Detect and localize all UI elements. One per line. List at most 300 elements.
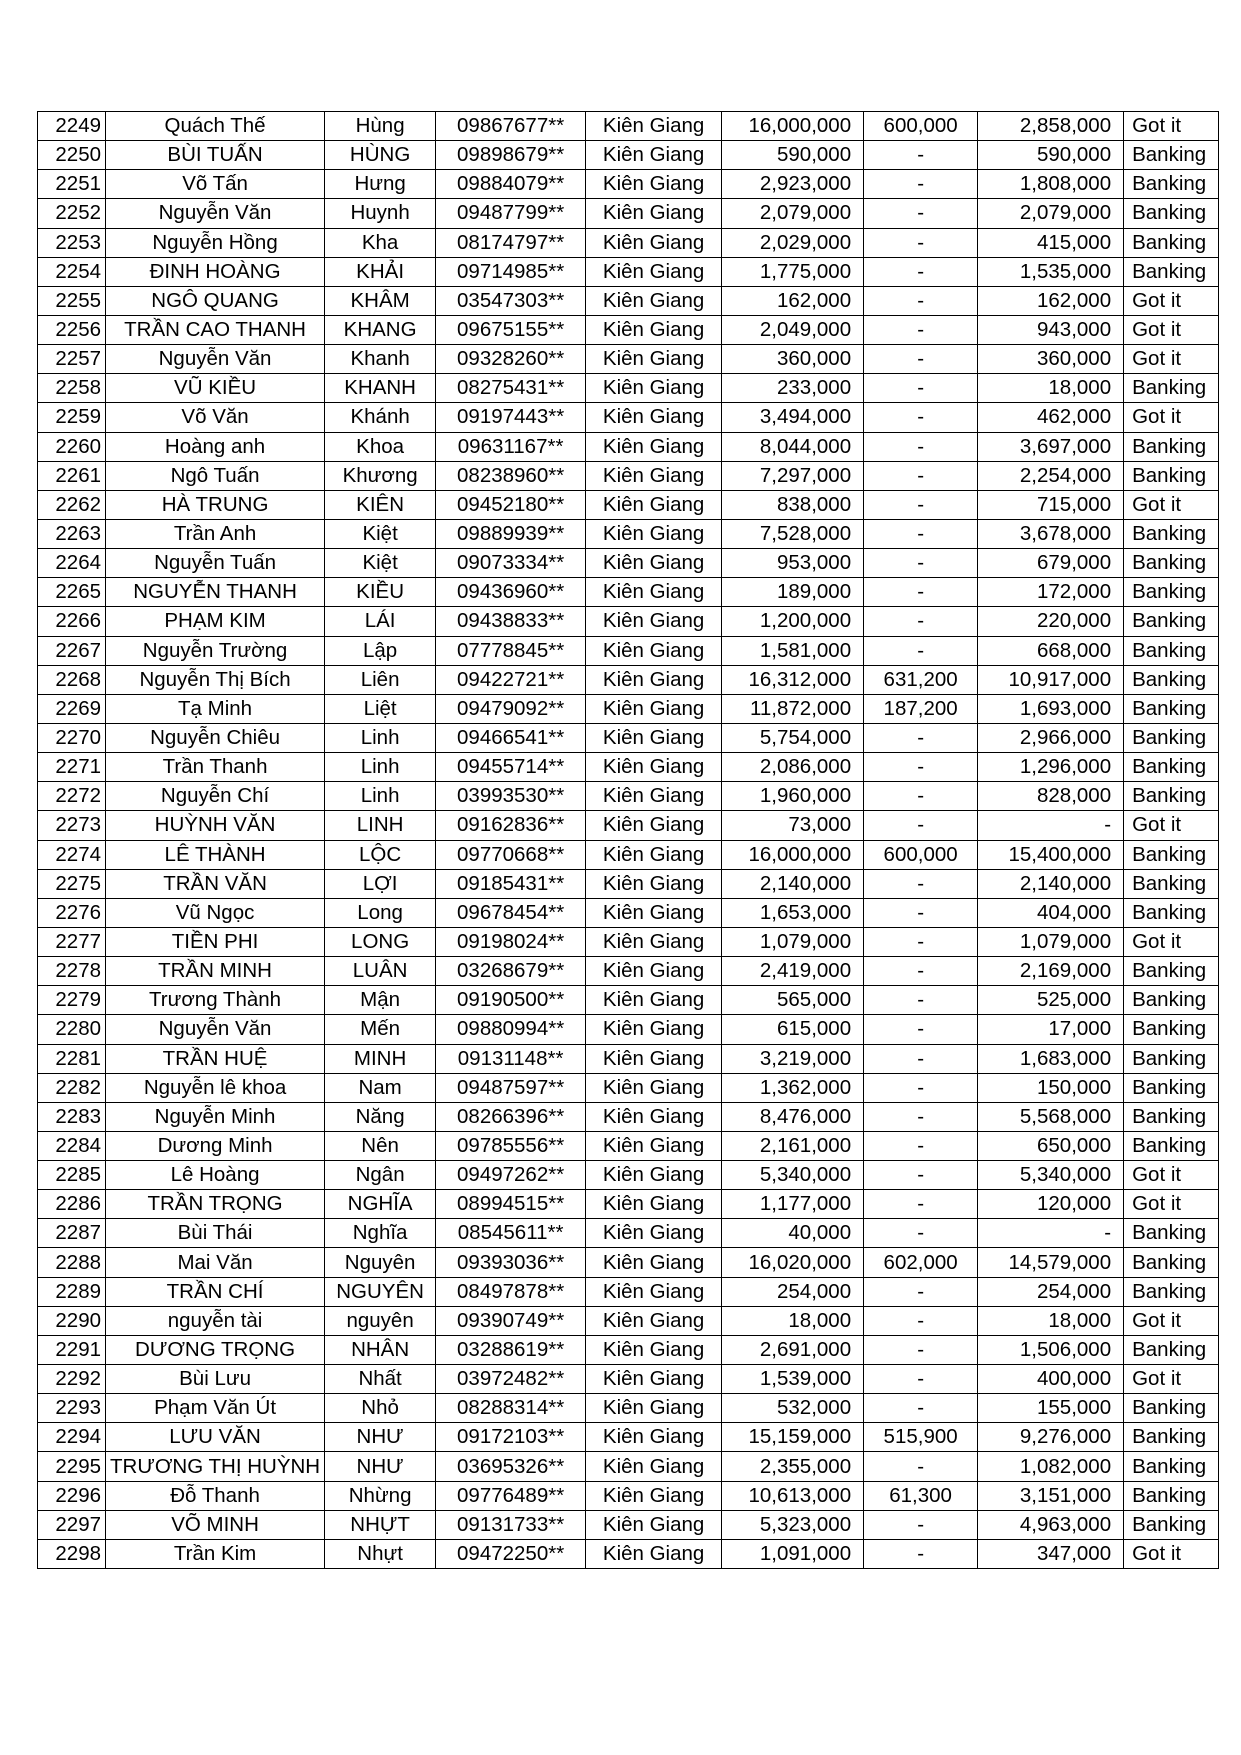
first-name-cell: Mến (325, 1015, 436, 1044)
table-row (38, 665, 1219, 694)
province-cell: Kiên Giang (586, 607, 722, 636)
table-row (38, 257, 1219, 286)
fee-cell: - (864, 461, 978, 490)
row-number-cell: 2287 (38, 1219, 106, 1248)
phone-number-cell: 03268679** (436, 957, 586, 986)
phone-number-cell: 08497878** (436, 1277, 586, 1306)
amount-cell: 1,079,000 (722, 927, 864, 956)
row-number-cell: 2280 (38, 1015, 106, 1044)
province-cell: Kiên Giang (586, 1481, 722, 1510)
row-number-cell: 2251 (38, 170, 106, 199)
fee-cell: - (864, 869, 978, 898)
table-row (38, 840, 1219, 869)
phone-number-cell: 09328260** (436, 345, 586, 374)
paid-amount-cell: 10,917,000 (978, 665, 1124, 694)
amount-cell: 3,494,000 (722, 403, 864, 432)
phone-number-cell: 07778845** (436, 636, 586, 665)
row-number-cell: 2256 (38, 315, 106, 344)
row-number-cell: 2269 (38, 694, 106, 723)
table-row (38, 1161, 1219, 1190)
last-middle-name-cell: Quách Thế (106, 112, 325, 141)
amount-cell: 2,419,000 (722, 957, 864, 986)
table-row (38, 490, 1219, 519)
payment-method-cell: Banking (1124, 723, 1219, 752)
table-row (38, 898, 1219, 927)
payment-method-cell: Got it (1124, 811, 1219, 840)
paid-amount-cell: 679,000 (978, 549, 1124, 578)
amount-cell: 2,029,000 (722, 228, 864, 257)
province-cell: Kiên Giang (586, 1394, 722, 1423)
amount-cell: 18,000 (722, 1306, 864, 1335)
paid-amount-cell: 150,000 (978, 1073, 1124, 1102)
province-cell: Kiên Giang (586, 927, 722, 956)
phone-number-cell: 09880994** (436, 1015, 586, 1044)
last-middle-name-cell: VÕ MINH (106, 1510, 325, 1539)
fee-cell: - (864, 286, 978, 315)
province-cell: Kiên Giang (586, 170, 722, 199)
row-number-cell: 2260 (38, 432, 106, 461)
phone-number-cell: 09436960** (436, 578, 586, 607)
table-row (38, 1277, 1219, 1306)
fee-cell: 61,300 (864, 1481, 978, 1510)
last-middle-name-cell: Nguyễn Chiêu (106, 723, 325, 752)
amount-cell: 2,691,000 (722, 1335, 864, 1364)
province-cell: Kiên Giang (586, 549, 722, 578)
fee-cell: - (864, 199, 978, 228)
table-row (38, 1248, 1219, 1277)
table-row (38, 170, 1219, 199)
phone-number-cell: 09190500** (436, 986, 586, 1015)
province-cell: Kiên Giang (586, 986, 722, 1015)
amount-cell: 1,775,000 (722, 257, 864, 286)
fee-cell: - (864, 1306, 978, 1335)
payment-method-cell: Got it (1124, 1190, 1219, 1219)
amount-cell: 2,140,000 (722, 869, 864, 898)
first-name-cell: LONG (325, 927, 436, 956)
table-row (38, 1131, 1219, 1160)
province-cell: Kiên Giang (586, 957, 722, 986)
phone-number-cell: 09438833** (436, 607, 586, 636)
phone-number-cell: 09867677** (436, 112, 586, 141)
first-name-cell: NHƯ (325, 1452, 436, 1481)
province-cell: Kiên Giang (586, 490, 722, 519)
province-cell: Kiên Giang (586, 1131, 722, 1160)
amount-cell: 233,000 (722, 374, 864, 403)
province-cell: Kiên Giang (586, 1510, 722, 1539)
paid-amount-cell: 1,082,000 (978, 1452, 1124, 1481)
fee-cell: - (864, 490, 978, 519)
row-number-cell: 2262 (38, 490, 106, 519)
payment-method-cell: Banking (1124, 519, 1219, 548)
row-number-cell: 2281 (38, 1044, 106, 1073)
province-cell: Kiên Giang (586, 1190, 722, 1219)
phone-number-cell: 09131148** (436, 1044, 586, 1073)
row-number-cell: 2275 (38, 869, 106, 898)
province-cell: Kiên Giang (586, 1219, 722, 1248)
amount-cell: 5,340,000 (722, 1161, 864, 1190)
row-number-cell: 2254 (38, 257, 106, 286)
amount-cell: 838,000 (722, 490, 864, 519)
payment-method-cell: Got it (1124, 927, 1219, 956)
fee-cell: - (864, 1452, 978, 1481)
last-middle-name-cell: TRẦN MINH (106, 957, 325, 986)
paid-amount-cell: 404,000 (978, 898, 1124, 927)
last-middle-name-cell: TRƯƠNG THỊ HUỲNH (106, 1452, 325, 1481)
payment-method-cell: Banking (1124, 957, 1219, 986)
first-name-cell: Lập (325, 636, 436, 665)
province-cell: Kiên Giang (586, 869, 722, 898)
table-row (38, 1073, 1219, 1102)
paid-amount-cell: 3,697,000 (978, 432, 1124, 461)
last-middle-name-cell: Nguyễn Hồng (106, 228, 325, 257)
province-cell: Kiên Giang (586, 811, 722, 840)
phone-number-cell: 08288314** (436, 1394, 586, 1423)
amount-cell: 40,000 (722, 1219, 864, 1248)
province-cell: Kiên Giang (586, 782, 722, 811)
last-middle-name-cell: Phạm Văn Út (106, 1394, 325, 1423)
paid-amount-cell: 2,079,000 (978, 199, 1124, 228)
first-name-cell: NHƯ (325, 1423, 436, 1452)
province-cell: Kiên Giang (586, 1248, 722, 1277)
fee-cell: - (864, 1015, 978, 1044)
payment-method-cell: Banking (1124, 1102, 1219, 1131)
last-middle-name-cell: Vũ Ngọc (106, 898, 325, 927)
first-name-cell: Mận (325, 986, 436, 1015)
first-name-cell: Linh (325, 753, 436, 782)
table-row (38, 1452, 1219, 1481)
table-row (38, 461, 1219, 490)
amount-cell: 1,653,000 (722, 898, 864, 927)
amount-cell: 5,323,000 (722, 1510, 864, 1539)
last-middle-name-cell: Bùi Thái (106, 1219, 325, 1248)
amount-cell: 1,091,000 (722, 1539, 864, 1568)
paid-amount-cell: 525,000 (978, 986, 1124, 1015)
province-cell: Kiên Giang (586, 723, 722, 752)
fee-cell: - (864, 228, 978, 257)
paid-amount-cell: 360,000 (978, 345, 1124, 374)
first-name-cell: Nguyên (325, 1248, 436, 1277)
last-middle-name-cell: Nguyễn Tuấn (106, 549, 325, 578)
last-middle-name-cell: TRẦN CHÍ (106, 1277, 325, 1306)
payment-method-cell: Banking (1124, 199, 1219, 228)
row-number-cell: 2252 (38, 199, 106, 228)
payment-method-cell: Banking (1124, 549, 1219, 578)
last-middle-name-cell: Nguyễn lê khoa (106, 1073, 325, 1102)
phone-number-cell: 09197443** (436, 403, 586, 432)
province-cell: Kiên Giang (586, 1335, 722, 1364)
row-number-cell: 2283 (38, 1102, 106, 1131)
fee-cell: - (864, 1539, 978, 1568)
last-middle-name-cell: Nguyễn Văn (106, 1015, 325, 1044)
amount-cell: 7,297,000 (722, 461, 864, 490)
phone-number-cell: 09487799** (436, 199, 586, 228)
row-number-cell: 2276 (38, 898, 106, 927)
paid-amount-cell: 120,000 (978, 1190, 1124, 1219)
paid-amount-cell: 1,683,000 (978, 1044, 1124, 1073)
paid-amount-cell: 943,000 (978, 315, 1124, 344)
first-name-cell: KHÂM (325, 286, 436, 315)
amount-cell: 590,000 (722, 141, 864, 170)
province-cell: Kiên Giang (586, 1277, 722, 1306)
fee-cell: - (864, 1131, 978, 1160)
amount-cell: 254,000 (722, 1277, 864, 1306)
province-cell: Kiên Giang (586, 199, 722, 228)
last-middle-name-cell: Lê Hoàng (106, 1161, 325, 1190)
phone-number-cell: 09487597** (436, 1073, 586, 1102)
fee-cell: - (864, 374, 978, 403)
last-middle-name-cell: TRẦN VĂN (106, 869, 325, 898)
first-name-cell: Linh (325, 782, 436, 811)
row-number-cell: 2282 (38, 1073, 106, 1102)
province-cell: Kiên Giang (586, 1452, 722, 1481)
fee-cell: - (864, 1161, 978, 1190)
fee-cell: - (864, 519, 978, 548)
amount-cell: 2,161,000 (722, 1131, 864, 1160)
row-number-cell: 2298 (38, 1539, 106, 1568)
first-name-cell: KHANG (325, 315, 436, 344)
paid-amount-cell: 347,000 (978, 1539, 1124, 1568)
fee-cell: - (864, 1277, 978, 1306)
last-middle-name-cell: HÀ TRUNG (106, 490, 325, 519)
phone-number-cell: 09162836** (436, 811, 586, 840)
first-name-cell: Hùng (325, 112, 436, 141)
fee-cell: - (864, 345, 978, 374)
fee-cell: - (864, 811, 978, 840)
table-row (38, 286, 1219, 315)
amount-cell: 2,923,000 (722, 170, 864, 199)
payment-method-cell: Banking (1124, 1452, 1219, 1481)
row-number-cell: 2265 (38, 578, 106, 607)
fee-cell: - (864, 1365, 978, 1394)
paid-amount-cell: 1,693,000 (978, 694, 1124, 723)
table-row (38, 1510, 1219, 1539)
last-middle-name-cell: LÊ THÀNH (106, 840, 325, 869)
paid-amount-cell: 2,966,000 (978, 723, 1124, 752)
phone-number-cell: 09898679** (436, 141, 586, 170)
fee-cell: - (864, 1510, 978, 1539)
first-name-cell: MINH (325, 1044, 436, 1073)
row-number-cell: 2266 (38, 607, 106, 636)
province-cell: Kiên Giang (586, 578, 722, 607)
paid-amount-cell: 1,296,000 (978, 753, 1124, 782)
phone-number-cell: 08275431** (436, 374, 586, 403)
fee-cell: - (864, 257, 978, 286)
payment-method-cell: Banking (1124, 898, 1219, 927)
payment-method-cell: Banking (1124, 1219, 1219, 1248)
table-row (38, 403, 1219, 432)
first-name-cell: Khanh (325, 345, 436, 374)
first-name-cell: Khương (325, 461, 436, 490)
last-middle-name-cell: Nguyễn Trường (106, 636, 325, 665)
amount-cell: 532,000 (722, 1394, 864, 1423)
first-name-cell: Nên (325, 1131, 436, 1160)
first-name-cell: NHÂN (325, 1335, 436, 1364)
paid-amount-cell: 650,000 (978, 1131, 1124, 1160)
row-number-cell: 2297 (38, 1510, 106, 1539)
paid-amount-cell: 828,000 (978, 782, 1124, 811)
table-row (38, 1365, 1219, 1394)
row-number-cell: 2273 (38, 811, 106, 840)
first-name-cell: Hưng (325, 170, 436, 199)
amount-cell: 8,476,000 (722, 1102, 864, 1131)
row-number-cell: 2258 (38, 374, 106, 403)
paid-amount-cell: 1,079,000 (978, 927, 1124, 956)
row-number-cell: 2278 (38, 957, 106, 986)
fee-cell: - (864, 315, 978, 344)
amount-cell: 73,000 (722, 811, 864, 840)
province-cell: Kiên Giang (586, 1161, 722, 1190)
last-middle-name-cell: Nguyễn Chí (106, 782, 325, 811)
amount-cell: 615,000 (722, 1015, 864, 1044)
row-number-cell: 2295 (38, 1452, 106, 1481)
payment-method-cell: Got it (1124, 1365, 1219, 1394)
phone-number-cell: 09479092** (436, 694, 586, 723)
row-number-cell: 2294 (38, 1423, 106, 1452)
payment-method-cell: Got it (1124, 112, 1219, 141)
phone-number-cell: 09714985** (436, 257, 586, 286)
first-name-cell: Kiệt (325, 549, 436, 578)
table-row (38, 636, 1219, 665)
last-middle-name-cell: TRẦN HUỆ (106, 1044, 325, 1073)
first-name-cell: NGHĨA (325, 1190, 436, 1219)
phone-number-cell: 09785556** (436, 1131, 586, 1160)
first-name-cell: Huynh (325, 199, 436, 228)
amount-cell: 16,000,000 (722, 112, 864, 141)
row-number-cell: 2270 (38, 723, 106, 752)
province-cell: Kiên Giang (586, 1423, 722, 1452)
last-middle-name-cell: Tạ Minh (106, 694, 325, 723)
first-name-cell: Long (325, 898, 436, 927)
payment-method-cell: Banking (1124, 782, 1219, 811)
row-number-cell: 2284 (38, 1131, 106, 1160)
amount-cell: 1,200,000 (722, 607, 864, 636)
last-middle-name-cell: LƯU VĂN (106, 1423, 325, 1452)
phone-number-cell: 09073334** (436, 549, 586, 578)
table-row (38, 1539, 1219, 1568)
fee-cell: - (864, 986, 978, 1015)
paid-amount-cell: 3,678,000 (978, 519, 1124, 548)
fee-cell: - (864, 403, 978, 432)
row-number-cell: 2286 (38, 1190, 106, 1219)
row-number-cell: 2296 (38, 1481, 106, 1510)
first-name-cell: Khánh (325, 403, 436, 432)
fee-cell: - (864, 1394, 978, 1423)
first-name-cell: HÙNG (325, 141, 436, 170)
payment-method-cell: Banking (1124, 1277, 1219, 1306)
table-row (38, 1044, 1219, 1073)
province-cell: Kiên Giang (586, 1102, 722, 1131)
last-middle-name-cell: NGUYỄN THANH (106, 578, 325, 607)
fee-cell: 600,000 (864, 840, 978, 869)
payment-method-cell: Got it (1124, 403, 1219, 432)
last-middle-name-cell: BÙI TUẤN (106, 141, 325, 170)
paid-amount-cell: 415,000 (978, 228, 1124, 257)
amount-cell: 953,000 (722, 549, 864, 578)
fee-cell: - (864, 549, 978, 578)
fee-cell: - (864, 1219, 978, 1248)
last-middle-name-cell: TRẦN CAO THANH (106, 315, 325, 344)
first-name-cell: LUÂN (325, 957, 436, 986)
paid-amount-cell: 3,151,000 (978, 1481, 1124, 1510)
first-name-cell: Nhất (325, 1365, 436, 1394)
paid-amount-cell: 462,000 (978, 403, 1124, 432)
row-number-cell: 2267 (38, 636, 106, 665)
table-row (38, 549, 1219, 578)
paid-amount-cell: 1,506,000 (978, 1335, 1124, 1364)
row-number-cell: 2268 (38, 665, 106, 694)
payment-method-cell: Got it (1124, 1306, 1219, 1335)
payment-method-cell: Banking (1124, 1335, 1219, 1364)
payment-method-cell: Banking (1124, 1510, 1219, 1539)
payment-method-cell: Banking (1124, 636, 1219, 665)
payment-method-cell: Banking (1124, 986, 1219, 1015)
paid-amount-cell: 715,000 (978, 490, 1124, 519)
payment-method-cell: Banking (1124, 1423, 1219, 1452)
paid-amount-cell: 2,858,000 (978, 112, 1124, 141)
payment-method-cell: Banking (1124, 461, 1219, 490)
table-row (38, 345, 1219, 374)
phone-number-cell: 03972482** (436, 1365, 586, 1394)
province-cell: Kiên Giang (586, 665, 722, 694)
payment-method-cell: Banking (1124, 753, 1219, 782)
province-cell: Kiên Giang (586, 694, 722, 723)
fee-cell: - (864, 1044, 978, 1073)
paid-amount-cell: - (978, 811, 1124, 840)
payment-method-cell: Banking (1124, 607, 1219, 636)
paid-amount-cell: 590,000 (978, 141, 1124, 170)
first-name-cell: Nhựt (325, 1539, 436, 1568)
last-middle-name-cell: Nguyễn Văn (106, 345, 325, 374)
table-row (38, 782, 1219, 811)
amount-cell: 1,539,000 (722, 1365, 864, 1394)
amount-cell: 3,219,000 (722, 1044, 864, 1073)
first-name-cell: Ngân (325, 1161, 436, 1190)
row-number-cell: 2271 (38, 753, 106, 782)
paid-amount-cell: 162,000 (978, 286, 1124, 315)
fee-cell: - (864, 927, 978, 956)
table-row (38, 1219, 1219, 1248)
province-cell: Kiên Giang (586, 112, 722, 141)
payment-method-cell: Got it (1124, 286, 1219, 315)
payment-method-cell: Got it (1124, 1539, 1219, 1568)
table-row (38, 374, 1219, 403)
province-cell: Kiên Giang (586, 141, 722, 170)
phone-number-cell: 09393036** (436, 1248, 586, 1277)
province-cell: Kiên Giang (586, 753, 722, 782)
phone-number-cell: 03695326** (436, 1452, 586, 1481)
fee-cell: - (864, 753, 978, 782)
province-cell: Kiên Giang (586, 840, 722, 869)
amount-cell: 15,159,000 (722, 1423, 864, 1452)
phone-number-cell: 09472250** (436, 1539, 586, 1568)
fee-cell: - (864, 141, 978, 170)
phone-number-cell: 09455714** (436, 753, 586, 782)
last-middle-name-cell: PHẠM KIM (106, 607, 325, 636)
phone-number-cell: 09884079** (436, 170, 586, 199)
payment-method-cell: Banking (1124, 869, 1219, 898)
row-number-cell: 2289 (38, 1277, 106, 1306)
province-cell: Kiên Giang (586, 345, 722, 374)
amount-cell: 1,177,000 (722, 1190, 864, 1219)
payment-method-cell: Banking (1124, 665, 1219, 694)
fee-cell: - (864, 723, 978, 752)
row-number-cell: 2292 (38, 1365, 106, 1394)
phone-number-cell: 09172103** (436, 1423, 586, 1452)
paid-amount-cell: 2,140,000 (978, 869, 1124, 898)
paid-amount-cell: 18,000 (978, 374, 1124, 403)
phone-number-cell: 08266396** (436, 1102, 586, 1131)
phone-number-cell: 09452180** (436, 490, 586, 519)
